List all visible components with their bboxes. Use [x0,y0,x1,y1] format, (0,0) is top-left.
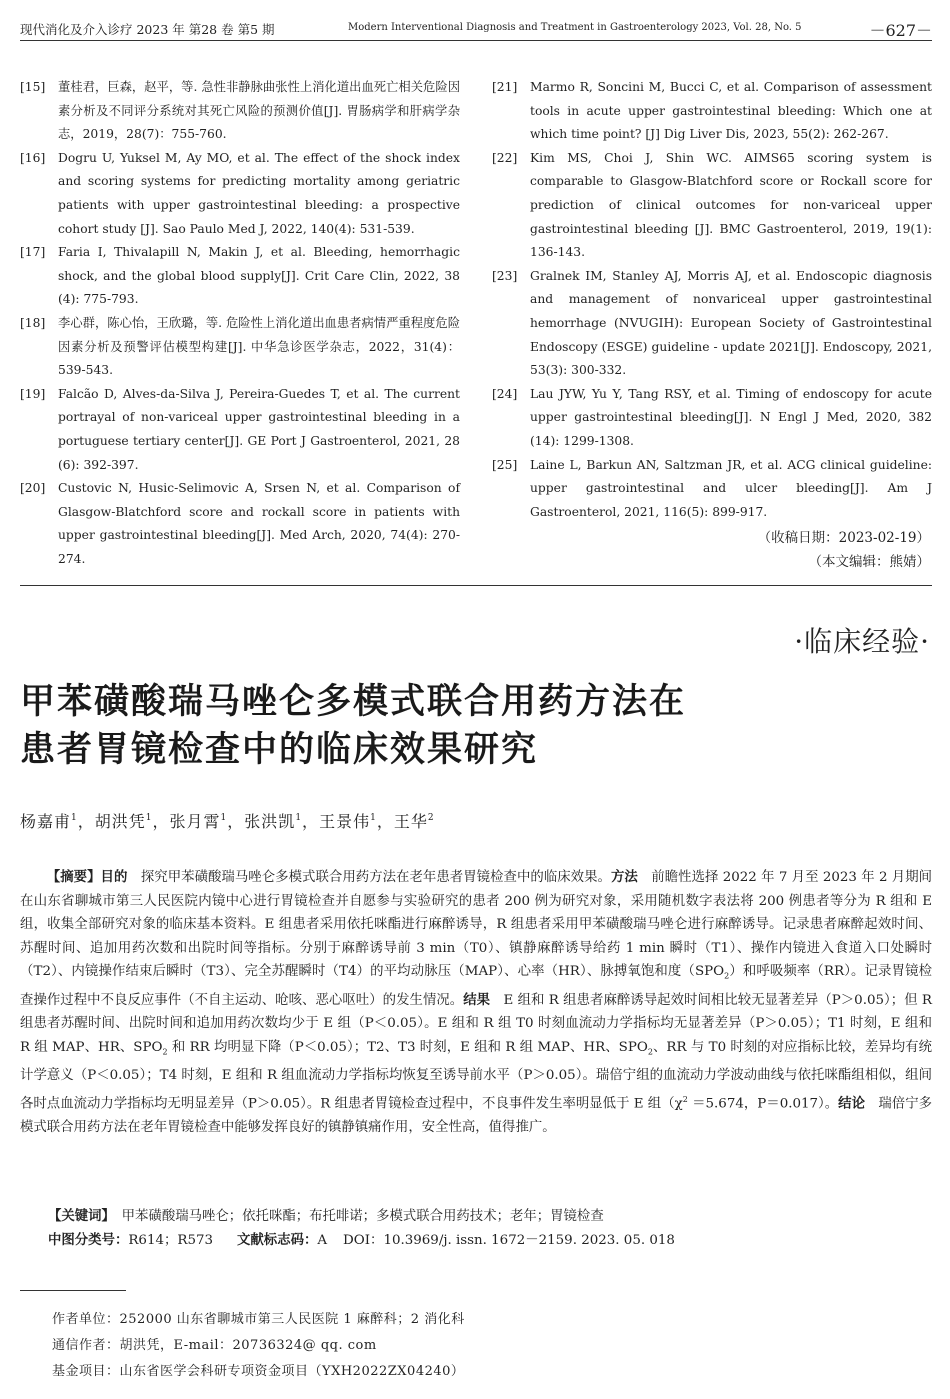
method-label: 方法 [610,870,638,885]
abstract [20,866,932,1139]
reference-number: [19] [20,386,46,401]
reference-item [492,383,932,454]
author-separator: ， [152,812,170,831]
reference-text: Gralnek IM, Stanley AJ, Morris AJ, et al. Endoscopic diagnosis and management of nonvariceal upper gastrointestinal hemorrhage (NVUGIH): European Society of Gastrointestinal Endoscopy (ESGE) guideline - update 2021[J]. Endoscopy, 2021, 53(3): 300-332. [530,268,932,378]
header-rule [20,40,932,41]
reference-number: [22] [492,150,518,165]
reference-item [492,76,932,147]
reference-number: [25] [492,457,518,472]
reference-item [492,147,932,265]
reference-number: [16] [20,150,46,165]
reference-text: Marmo R, Soncini M, Bucci C, et al. Comparison of assessment tools in acute upper gastrointestinal bleeding: Which one at which time point? [J] Dig Liver Dis, 2023, 55(2): 262-267. [530,80,932,142]
objective-label: 目的 [100,870,128,885]
footnote-corresponding: 通信作者：胡洪凭，E-mail：20736324@ qq. com [52,1338,377,1353]
reference-number: [23] [492,268,518,283]
superscript: 2 [682,1094,688,1104]
author-separator: ， [302,812,320,831]
journal-name-cn: 现代消化及介入诊疗 2023 年 第28 卷 第5 期 [20,22,275,37]
reference-item [20,76,460,147]
reference-text: Custovic N, Husic-Selimovic A, Srsen N, et al. Comparison of Glasgow-Blatchford score and rockall score in patients with upper gastrointestinal bleeding[J]. Med Arch, 2020, 74(4): 270-274. [58,481,460,566]
references-right-column [492,76,932,574]
clc-value: R614；R573 [128,1233,214,1248]
reference-text: Laine L, Barkun AN, Saltzman JR, et al. ACG clinical guideline: upper gastrointestinal and ulcer bleeding[J]. Am J Gastroenterol, 2021, 116(5): 899-917. [530,457,932,519]
footnote-rule [20,1290,126,1291]
received-date: （收稿日期：2023-02-19） [757,530,930,547]
result-text: ＝5.674，P＝0.017）。 [687,1096,839,1112]
author-affiliation: 1 [220,813,228,823]
result-text: 、RR 与 T0 时刻的对应指标比较，差异均有统计学意义（P＜0.05）；T4 时刻，E 组和 R 组血流动力学指标均恢复至诱导前水平（P＞0.05）。瑞倍宁组的血流动力学波动曲线与依托咪酯组相似，组间各时点血流动力学指标均无明显差异（P＞0.05）。R 组患者胃镜检查过程中，不良事件发生率明显低于 E 组（χ [20,1039,932,1112]
method-text: 前瞻性选择 2022 年 7 月至 2023 年 2 月期间在山东省聊城市第三人民医院内镜中心进行胃镜检查并自愿参与实验研究的患者 200 例为研究对象，采用随机数字表法将 200 例患者等分为 R 组和 E 组，收集全部研究对象的临床基本资料。E 组患者采用依托咪酯进行麻醉诱导，R 组患者采用甲苯磺酸瑞马唑仑进行麻醉诱导。记录患者麻醉起效时间、苏醒时间、追加用药次数和出院时间等指标。分别于麻醉诱导前 3 min（T0）、镇静麻醉诱导给药 1 min 瞬时（T1）、操作内镜进入食道入口处瞬时（T2）、内镜操作结束后瞬时（T3）、完全苏醒瞬时（T4）的平均动脉压（MAP）、心率（HR）、脉搏氧饱和度（SPO [20,870,933,980]
conclusion-label: 结论 [838,1096,865,1112]
references-left-column [20,76,460,571]
result-text: E 组和 R 组患者麻醉诱导起效时间相比较无显著差异（P＞0.05）；但 R 组患者苏醒时间、出院时间和追加用药次数均少于 E 组（P＜0.05）。E 组和 R 组 T0 时刻血流动力学指标均无显著差异（P＞0.05）；T1 时刻，E 组和 R 组 MAP、HR、SPO [20,992,933,1055]
doc-code-value: A [317,1233,328,1248]
reference-number: [21] [492,80,518,94]
keywords [20,1205,932,1229]
author-list [20,809,435,832]
reference-number: [17] [20,245,46,260]
subscript: 2 [162,1047,168,1057]
page-number: －627－ [869,21,932,40]
section-label: ·临床经验· [794,625,930,658]
clc-label: 中图分类号： [48,1233,129,1248]
reference-item [20,147,460,241]
author-affiliation: 1 [145,813,153,823]
method-text: ）和呼吸频率（RR）。记录胃镜检查操作过程中不良反应事件（不自主运动、呛咳、恶心呕吐）的发生情况。 [20,964,932,1008]
reference-text: Lau JYW, Yu Y, Tang RSY, et al. Timing of endoscopy for acute upper gastrointestinal bleeding[J]. N Engl J Med, 2020, 382 (14): 1299-1308. [530,386,932,448]
footnote-affiliation: 作者单位：252000 山东省聊城市第三人民医院 1 麻醉科；2 消化科 [52,1312,465,1327]
reference-item [492,265,932,383]
reference-text: Faria I, Thivalapill N, Makin J, et al. Bleeding, hemorrhagic shock, and the global blood supply[J]. Crit Care Clin, 2022, 38 (4): 775-793. [58,245,460,307]
keywords-text: 甲苯磺酸瑞马唑仑；依托咪酯；布托啡诺；多模式联合用药技术；老年；胃镜检查 [108,1209,604,1224]
title-line-2: 患者胃镜检查中的临床效果研究 [20,730,539,770]
reference-item [20,312,460,383]
classification-line [20,1229,932,1253]
conclusion-text: 瑞倍宁多模式联合用药方法在老年胃镜检查中能够发挥良好的镇静镇痛作用，安全性高，值得推广。 [20,1096,932,1135]
author-separator: ， [227,812,245,831]
reference-text: Falcão D, Alves-da-Silva J, Pereira-Guedes T, et al. The current portrayal of non-variceal upper gastrointestinal bleeding in a portuguese tertiary center[J]. GE Port J Gastroenterol, 2021, 28 (6): 392-397. [58,386,460,472]
reference-number: [15] [20,80,46,94]
reference-number: [18] [20,315,46,330]
author-affiliation: 2 [427,813,435,823]
author-name: 张月霄 [169,812,221,831]
reference-item [20,383,460,477]
abstract-label: 【摘要】 [46,870,101,885]
section-divider [20,585,932,586]
reference-text: 李心群，陈心怡，王欣璐，等. 危险性上消化道出血患者病情严重程度危险因素分析及预警评估模型构建[J]. 中华急诊医学杂志，2022，31(4)：539-543. [58,315,460,378]
footnote-funding: 基金项目：山东省医学会科研专项资金项目（YXH2022ZX04240） [52,1364,465,1379]
author-separator: ， [77,812,95,831]
reference-number: [24] [492,386,518,401]
result-text: 和 RR 均明显下降（P＜0.05）；T2、T3 时刻，E 组和 R 组 MAP、HR、SPO [167,1039,648,1055]
author-affiliation: 1 [71,813,78,823]
objective-text: 探究甲苯磺酸瑞马唑仑多模式联合用药方法在老年患者胃镜检查中的临床效果。 [127,870,611,885]
doc-code-label: 文献标志码： [237,1233,318,1248]
running-header [20,18,932,40]
author-name: 张洪凯 [244,812,296,831]
author-name: 胡洪凭 [94,812,146,831]
reference-text: Dogru U, Yuksel M, Ay MO, et al. The effect of the shock index and scoring systems for predicting mortality among geriatric patients with upper gastrointestinal bleeding: a prospective cohort study [J]. Sao Paulo Med J, 2022, 140(4): 531-539. [58,150,460,236]
title-line-1: 甲苯磺酸瑞马唑仑多模式联合用药方法在 [20,682,687,722]
keywords-label: 【关键词】 [48,1209,109,1224]
reference-item [20,477,460,571]
doi: DOI：10.3969/j. issn. 1672－2159. 2023. 05. 018 [343,1233,675,1248]
article-title [20,678,920,774]
journal-name-en: Modern Interventional Diagnosis and Treatment in Gastroenterology 2023, Vol. 28, No. 5 [348,22,802,33]
editor-note: （本文编辑：熊婧） [808,554,930,571]
reference-item [492,454,932,525]
reference-item [20,241,460,312]
author-name: 杨嘉甫 [20,812,72,831]
result-label: 结果 [463,992,491,1008]
reference-number: [20] [20,481,46,496]
subscript: 2 [647,1047,653,1057]
author-separator: ， [376,812,394,831]
author-name: 王景伟 [319,812,371,831]
subscript: 2 [724,972,730,982]
author-affiliation: 1 [295,813,303,823]
author-name: 王华 [393,812,428,831]
reference-text: Kim MS, Choi J, Shin WC. AIMS65 scoring system is comparable to Glasgow-Blatchford score or Rockall score for prediction of clinical outcomes for non-variceal upper gastrointestinal bleeding [J]. BMC Gastroenterol, 2019, 19(1): 136-143. [530,150,932,260]
reference-text: 董桂君，巨森，赵平，等. 急性非静脉曲张性上消化道出血死亡相关危险因素分析及不同评分系统对其死亡风险的预测价值[J]. 胃肠病学和肝病学杂志，2019，28(7)：755-760. [58,80,460,142]
author-affiliation: 1 [370,813,377,823]
